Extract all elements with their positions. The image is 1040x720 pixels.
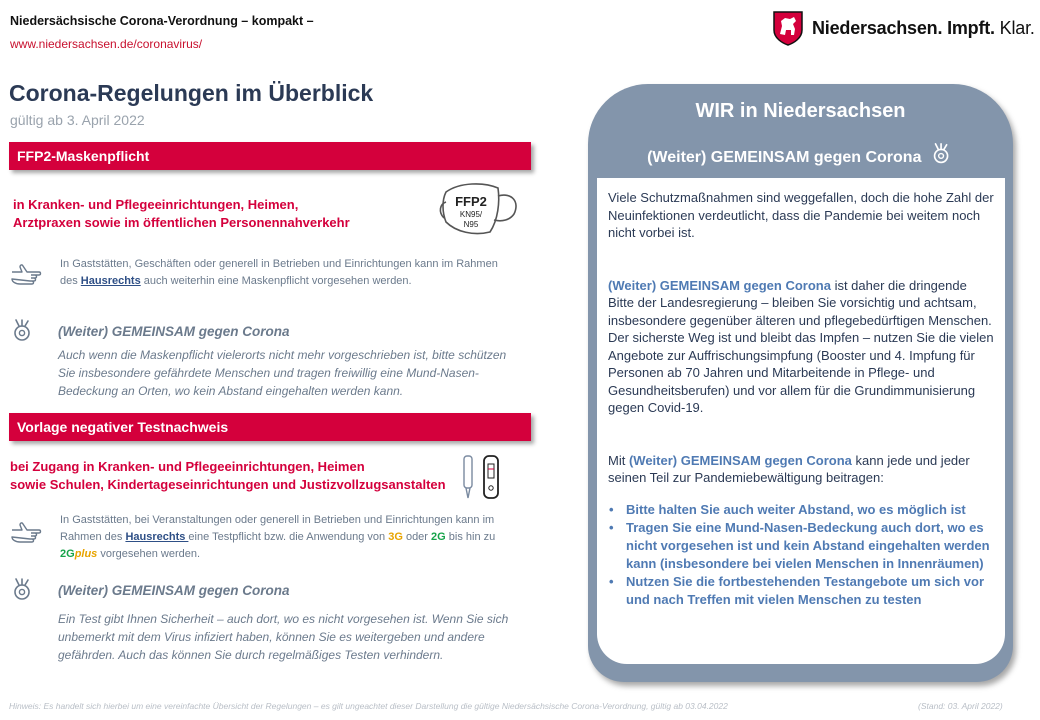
panel-title: WIR in Niedersachsen [695,100,906,122]
panel-paragraph-1: Viele Schutzmaßnahmen sind weggefallen, doch die hohe Zahl der Neuinfektionen verdeutlicht, dass die Pandemie bei weitem noch nicht vorbei ist. [608,190,994,240]
panel-content [597,178,1005,664]
list-item: • Nutzen Sie die fortbestehenden Testangebote um sich vor und nach Treffen mit vielen Menschen zu testen [608,573,995,609]
brand-logo [772,10,1035,46]
page-title: Corona-Regelungen im Überblick [9,80,374,106]
test-scope-text: bei Zugang in Kranken- und Pflegeeinrichtungen, Heimen sowie Schulen, Kindertageseinrichtungen und Justizvollzugsanstalten [10,459,446,492]
together-heading-2: (Weiter) GEMEINSAM gegen Corona [58,583,290,598]
test-house-rules-hint: In Gaststätten, bei Veranstaltungen oder generell in Betrieben und Einrichtungen kann im Rahmen des Hausrechts eine Testpflicht bzw. die Anwendung von 3G oder 2G bis hin zu 2Gplus vorgesehen werden. [60,514,496,560]
brand-slogan: Niedersachsen. Impft. Klar. [812,17,1035,38]
mask-label-n95: N95 [463,220,479,229]
panel-subtitle: (Weiter) GEMEINSAM gegen Corona [588,142,1013,168]
panel-paragraph-4: Mit (Weiter) GEMEINSAM gegen Corona kann jede und jeder seinen Teil zur Pandemiebewältigung beitragen: [608,452,970,485]
ok-hand-icon [11,577,35,610]
section-bar-ffp2: FFP2-Maskenpflicht [9,142,531,170]
document-header-title: Niedersächsische Corona-Verordnung – kompakt – [10,14,314,28]
ffp2-scope-text: in Kranken- und Pflegeeinrichtungen, Heimen, Arztpraxen sowie im öffentlichen Personennahverkehr [13,197,350,230]
page-subtitle: gültig ab 3. April 2022 [10,112,145,128]
together-heading-1: (Weiter) GEMEINSAM gegen Corona [58,324,290,339]
together-body-1: Auch wenn die Maskenpflicht vielerorts nicht mehr vorgeschrieben ist, bitte schützen Sie insbesondere gefährdete Menschen und tragen freiwillig eine Mund-Nasen-Bedeckung an Orten, wo kein Abstand eingehalten werden kann. [58,348,507,398]
panel-paragraph-3: Der sicherste Weg ist und bleibt das Impfen – nutzen Sie die vielen Angebote zur Auffrischungsimpfung (Booster und 4. Impfung für Personen ab 70 Jahren und Mitarbeitende in Pflege- und Gesundheitsberufen) und vor allem für die Grundimmunisierung gegen Covid-19. [608,330,994,415]
list-item: • Bitte halten Sie auch weiter Abstand, wo es möglich ist [608,501,995,519]
coat-of-arms-icon [772,10,804,46]
footer-date: (Stand: 03. April 2022) [918,701,1003,711]
pointing-hand-icon [10,262,42,291]
mask-label-ffp2: FFP2 [455,194,487,209]
website-link[interactable]: www.niedersachsen.de/coronavirus/ [10,37,203,51]
pointing-hand-icon [10,520,42,549]
ok-hand-icon [11,318,35,351]
section-bar-testnachweis: Vorlage negativer Testnachweis [9,413,531,441]
ok-hand-icon [930,142,954,168]
rapid-test-icon [458,452,504,507]
mask-label-kn95: KN95/ [459,210,483,219]
list-item: • Tragen Sie eine Mund-Nasen-Bedeckung auch dort, wo es nicht vorgesehen ist und kein Abstand eingehalten werden kann (insbesondere bei vielen Menschen in Innenräumen) [608,519,995,573]
ffp2-house-rules-hint: In Gaststätten, Geschäften oder generell in Betrieben und Einrichtungen kann im Rahmen des Hausrechts auch weiterhin eine Maskenpflicht vorgesehen werden. [60,258,498,287]
panel-paragraph-2: (Weiter) GEMEINSAM gegen Corona ist daher die dringende Bitte der Landesregierung – bleiben Sie vorsichtig und achtsam, insbesondere gegenüber älteren und pflegebedürftigen Menschen. [608,277,992,328]
together-body-2: Ein Test gibt Ihnen Sicherheit – auch dort, wo es nicht vorgesehen ist. Wenn Sie sich unbemerkt mit dem Virus infiziert haben, können Sie es weitergeben und andere gefährden. Auch das können Sie durch regelmäßiges Testen verhindern. [58,612,509,662]
footer-note: Hinweis: Es handelt sich hierbei um eine vereinfachte Übersicht der Regelungen – es gilt ungeachtet dieser Darstellung die gültige Niedersächsische Corona-Verordnung, gültig ab 03.04.2022 [9,701,728,711]
panel-bullet-list [608,501,995,609]
